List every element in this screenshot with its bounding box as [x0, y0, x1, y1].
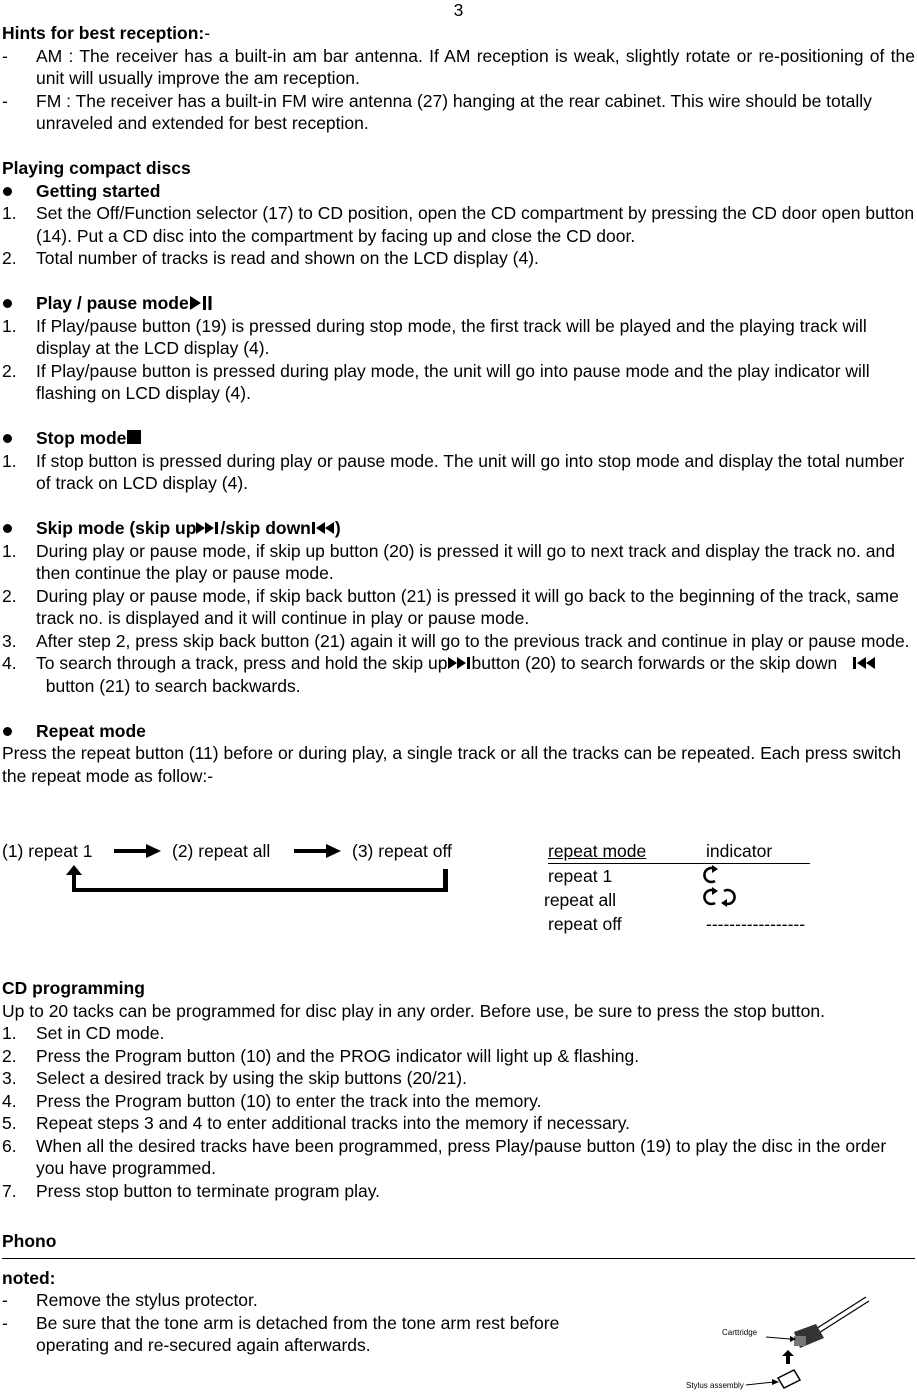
phono-noted: noted: [2, 1267, 56, 1288]
list-item: 5. Repeat steps 3 and 4 to enter additional tracks into the memory if necessary. [2, 1113, 631, 1133]
bullet-icon [3, 187, 12, 196]
flow-repeat-off: (3) repeat off [352, 841, 452, 861]
getting-started-heading: Getting started [2, 180, 915, 203]
bullet-icon [3, 434, 12, 443]
hints-section [2, 22, 915, 45]
skip-heading: Skip mode (skip up /skip down ) [2, 517, 915, 540]
hints-item-am: - AM : The receiver has a built-in am bar antenna. If AM reception is weak, slightly rotate or re-positioning of the unit will usually improve the am reception. [2, 45, 915, 88]
skip-forward-icon [196, 520, 220, 536]
hints-item-fm: - FM : The receiver has a built-in FM wire antenna (27) hanging at the rear cabinet. This wire should be totally unraveled and extended for best reception. [2, 90, 872, 133]
flow-repeat-all: (2) repeat all [172, 841, 271, 861]
repeat-table-mode: repeat 1 [548, 866, 613, 886]
play-pause-heading: Play / pause mode [2, 292, 915, 315]
list-item: 1. During play or pause mode, if skip up button (20) is pressed it will go to next track and display the track no. and then continue the play or pause mode. [2, 540, 895, 583]
list-item: 3. Select a desired track by using the skip buttons (20/21). [2, 1068, 467, 1088]
skip-back-icon [852, 655, 878, 671]
phono-divider [2, 1258, 915, 1259]
list-item: 7. Press stop button to terminate program play. [2, 1180, 381, 1201]
list-item: 4. Press the Program button (10) to enter the track into the memory. [2, 1090, 542, 1111]
list-item: 1. Set in CD mode. [2, 1023, 165, 1043]
skip-back-icon [311, 520, 335, 536]
phono-title: Phono [2, 1231, 57, 1251]
list-item: 2. Press the Program button (10) and the PROG indicator will light up & flashing. [2, 1045, 640, 1066]
list-item: 4. To search through a track, press and hold the skip up button (20) to search forwards or the skip down button (21) to search backwards. [2, 652, 915, 697]
repeat-text: Press the repeat button (11) before or during play, a single track or all the tracks can be repeated. Each press switch the repeat mode as follow:- [2, 743, 902, 786]
playing-title: Playing compact discs [2, 158, 191, 178]
repeat-table-mode: repeat off [548, 914, 622, 934]
cartridge-label: Carttridge [722, 1328, 758, 1337]
hints-title: Hints for best reception: [2, 23, 205, 43]
list-item: 1. If Play/pause button (19) is pressed during stop mode, the first track will be played and the playing track will display at the LCD display (4). [2, 315, 867, 358]
hints-title-suffix: - [204, 23, 211, 43]
list-item: 2. Total number of tracks is read and shown on the LCD display (4). [2, 248, 539, 268]
repeat-table-header-mode: repeat mode [548, 841, 647, 861]
table-underline [548, 863, 810, 864]
skip-forward-icon [448, 655, 472, 671]
repeat-table-mode: repeat all [544, 890, 616, 910]
cartridge-diagram [686, 1294, 876, 1392]
list-item: - Remove the stylus protector. [2, 1290, 258, 1310]
list-item: 1. If stop button is pressed during play or pause mode. The unit will go into stop mode and display the total number of track on LCD display (4). [2, 450, 905, 493]
arrow-right-icon [294, 844, 342, 858]
stop-icon [126, 430, 142, 446]
list-item: 6. When all the desired tracks have been programmed, press Play/pause button (19) to play the disc in the order you have programmed. [2, 1135, 887, 1178]
list-item: - Be sure that the tone arm is detached from the tone arm rest before operating and re-secured again afterwards. [2, 1312, 560, 1355]
tone-arm-illustration [686, 1294, 876, 1392]
repeat-all-icon [702, 887, 738, 907]
loop-back-arrow [62, 865, 452, 893]
list-item: 3. After step 2, press skip back button (21) again it will go to the previous track and continue in play or pause mode. [2, 630, 910, 651]
cd-programming-intro: Up to 20 tacks can be programmed for disc play in any order. Before use, be sure to press the stop button. [2, 1000, 825, 1021]
bullet-icon [3, 299, 12, 308]
repeat-table-header-indicator: indicator [706, 841, 773, 861]
page-number: 3 [453, 0, 464, 20]
repeat-diagram [2, 787, 915, 934]
repeat-one-icon [702, 865, 720, 885]
stylus-assembly-label: Stylus assembly [686, 1381, 744, 1390]
arrow-right-icon [114, 844, 162, 858]
cd-programming-title: CD programming [2, 978, 145, 998]
stop-heading: Stop mode [2, 427, 915, 450]
flow-repeat-1: (1) repeat 1 [2, 841, 93, 861]
repeat-heading: Repeat mode [2, 720, 915, 743]
bullet-icon [3, 727, 12, 736]
repeat-off-indicator: ----------------- [706, 914, 806, 934]
manual-page [2, 0, 915, 1390]
list-item: 2. During play or pause mode, if skip back button (21) is pressed it will go back to the beginning of the track, same track no. is displayed and it will continue in play or pause mode. [2, 585, 899, 628]
list-item: 1. Set the Off/Function selector (17) to CD position, open the CD compartment by pressing the CD door open button (14). Put a CD disc into the compartment by facing up and close the CD door. [2, 203, 915, 246]
play-pause-icon [189, 295, 213, 311]
list-item: 2. If Play/pause button is pressed during play mode, the unit will go into pause mode and the play indicator will flashing on LCD display (4). [2, 360, 870, 403]
bullet-icon [3, 524, 12, 533]
